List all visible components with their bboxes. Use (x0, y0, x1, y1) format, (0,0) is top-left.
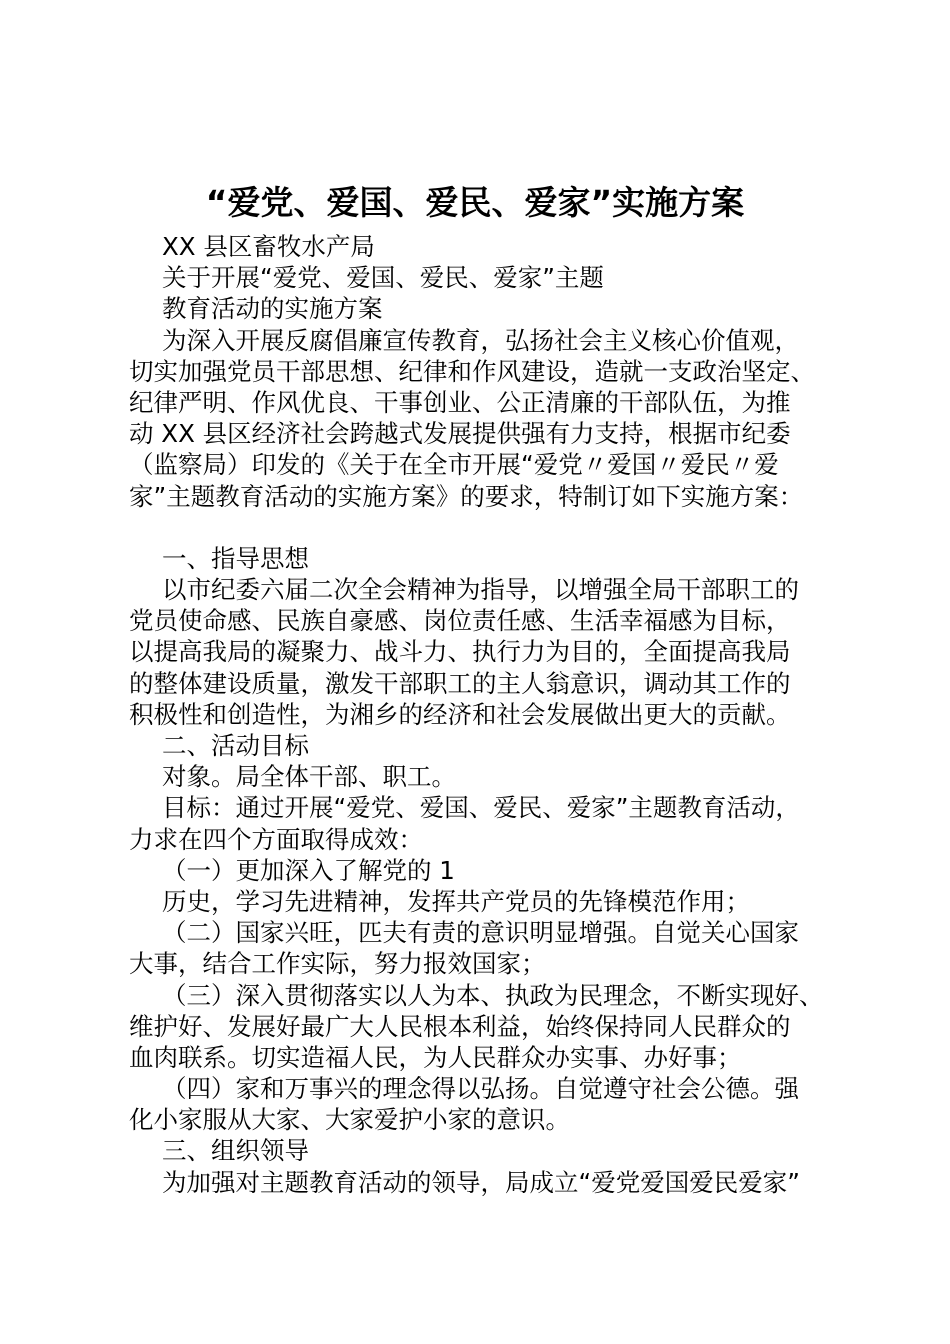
body-line: 对象。局全体干部、职工。 (162, 762, 456, 792)
body-line: （一）更加深入了解党的 1 (162, 855, 455, 885)
body-line: 纪律严明、作风优良、干事创业、公正清廉的干部队伍，为推 (129, 387, 791, 417)
body-line: 三、组织领导 (162, 1136, 309, 1166)
body-line: 的整体建设质量，激发干部职工的主人翁意识，调动其工作的 (129, 668, 791, 698)
body-line: 以提高我局的凝聚力、战斗力、执行力为目的，全面提高我局 (129, 637, 791, 667)
body-line: 二、活动目标 (162, 731, 309, 760)
body-line: 切实加强党员干部思想、纪律和作风建设，造就一支政治坚定、 (129, 356, 815, 386)
body-line: 力求在四个方面取得成效： (129, 824, 423, 854)
body-line: （二）国家兴旺，匹夫有责的意识明显增强。自觉关心国家 (162, 918, 799, 948)
body-line: 一、指导思想 (162, 543, 309, 573)
body-line: 家”主题教育活动的实施方案》的要求，特制订如下实施方案： (129, 481, 804, 511)
body-line: 历史，学习先进精神，发挥共产党员的先锋模范作用； (162, 886, 750, 916)
body-line: 目标：通过开展“爱党、爱国、爱民、爱家”主题教育活动， (162, 793, 800, 823)
document-body (129, 231, 829, 1198)
body-line: （监察局）印发的《关于在全市开展“爱党〃爱国〃爱民〃爱 (129, 450, 779, 480)
body-line: 为加强对主题教育活动的领导，局成立“爱党爱国爱民爱家” (162, 1167, 800, 1197)
body-line: 积极性和创造性，为湘乡的经济和社会发展做出更大的贡献。 (129, 699, 791, 729)
body-line: 为深入开展反腐倡廉宣传教育，弘扬社会主义核心价值观， (162, 325, 799, 355)
body-line: 党员使命感、民族自豪感、岗位责任感、生活幸福感为目标， (129, 606, 791, 636)
body-line: （三）深入贯彻落实以人为本、执政为民理念，不断实现好、 (162, 980, 824, 1010)
body-line: 以市纪委六届二次全会精神为指导，以增强全局干部职工的 (162, 575, 799, 605)
body-line: 关于开展“爱党、爱国、爱民、爱家”主题 (162, 263, 604, 293)
blank-line (129, 512, 829, 543)
body-line: 大事，结合工作实际，努力报效国家； (129, 949, 546, 979)
body-line: XX 县区畜牧水产局 (162, 232, 375, 261)
body-line: 动 XX 县区经济社会跨越式发展提供强有力支持，根据市纪委 (129, 419, 791, 449)
body-line: 化小家服从大家、大家爱护小家的意识。 (129, 1105, 570, 1135)
body-line: 维护好、发展好最广大人民根本利益，始终保持同人民群众的 (129, 1011, 791, 1041)
body-line: 教育活动的实施方案 (162, 294, 383, 324)
body-line: 血肉联系。切实造福人民，为人民群众办实事、办好事； (129, 1042, 742, 1072)
document-title: “爱党、爱国、爱民、爱家”实施方案 (205, 183, 745, 222)
body-line: （四）家和万事兴的理念得以弘扬。自觉遵守社会公德。强 (162, 1074, 799, 1104)
